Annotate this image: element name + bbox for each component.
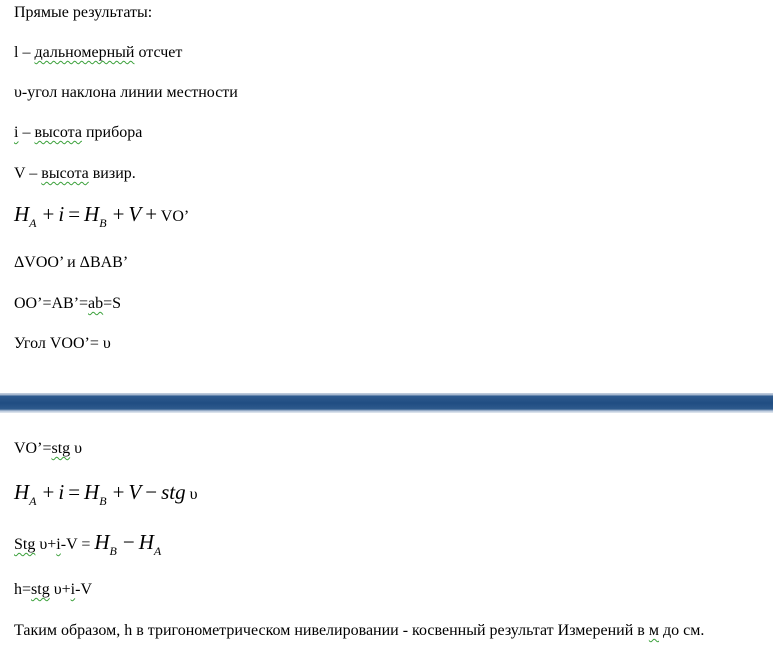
oo-prefix: OO’=AB’= bbox=[14, 295, 89, 312]
h-rest: -V bbox=[75, 581, 92, 598]
conclusion-end: до см. bbox=[658, 622, 705, 639]
line-v-angle: υ-угол наклона линии местности bbox=[14, 84, 238, 101]
eq2-sub-A: A bbox=[29, 494, 37, 508]
eq2-i: i bbox=[58, 480, 65, 504]
eq2-sub-B: B bbox=[99, 494, 107, 508]
V-word: высота bbox=[41, 165, 89, 182]
eq1-H: H bbox=[14, 202, 30, 226]
oo-ab: ab bbox=[88, 295, 104, 312]
eq1-H2: H bbox=[84, 202, 100, 226]
i-rest: прибора bbox=[81, 124, 143, 141]
V-rest: визир. bbox=[88, 165, 136, 182]
line-angle-voo: Угол VOO’= υ bbox=[14, 335, 111, 352]
vo-rest: υ bbox=[70, 440, 83, 457]
oo-rest: =S bbox=[103, 295, 122, 312]
eq3-H: H bbox=[94, 530, 110, 554]
l-rest: отсчет bbox=[134, 44, 183, 61]
stg-line bbox=[14, 536, 90, 553]
l-prefix: l – bbox=[14, 44, 35, 61]
eq1-tail: VO’ bbox=[160, 208, 190, 225]
line-V-sight bbox=[14, 164, 136, 184]
conclusion-m: м bbox=[648, 622, 659, 639]
line-l-rangefinder bbox=[14, 43, 182, 63]
line-i-height bbox=[14, 123, 142, 143]
eq2-H2: H bbox=[84, 480, 100, 504]
eq1-plus-1: + bbox=[42, 202, 55, 226]
stg-i: i bbox=[56, 536, 61, 553]
eq2-equals: = bbox=[68, 480, 81, 504]
equation-1 bbox=[14, 202, 190, 230]
conclusion-text: Таким образом, h в тригонометрическом нивелировании - косвенный результат Измерений в bbox=[14, 622, 645, 639]
line-conclusion bbox=[14, 621, 704, 641]
eq1-plus-3: + bbox=[145, 202, 158, 226]
eq2-tail: υ bbox=[189, 486, 198, 503]
stg-word: Stg bbox=[14, 536, 36, 553]
h-mid: υ+ bbox=[49, 581, 71, 598]
eq3-sub-B: B bbox=[109, 544, 117, 558]
vo-prefix: VO’= bbox=[14, 440, 52, 457]
eq1-V: V bbox=[128, 202, 142, 226]
eq3-H2: H bbox=[138, 530, 154, 554]
h-stg: stg bbox=[31, 581, 50, 598]
heading-direct-results: Прямые результаты: bbox=[14, 4, 153, 21]
h-prefix: h= bbox=[14, 581, 32, 598]
eq2-plus-2: + bbox=[112, 480, 125, 504]
eq2-V: V bbox=[128, 480, 142, 504]
i-word: высота bbox=[34, 124, 82, 141]
eq2-stg: stg bbox=[161, 480, 186, 504]
eq2-minus: − bbox=[145, 480, 158, 504]
V-prefix: V – bbox=[14, 165, 42, 182]
eq1-plus-2: + bbox=[112, 202, 125, 226]
eq2-H: H bbox=[14, 480, 30, 504]
stg-rest: -V = bbox=[60, 536, 91, 553]
eq3-minus: − bbox=[122, 530, 135, 554]
h-i: i bbox=[70, 581, 76, 598]
eq2-plus-1: + bbox=[42, 480, 55, 504]
eq3-sub-A: A bbox=[153, 544, 162, 558]
equation-3 bbox=[14, 530, 163, 558]
line-vo-stg bbox=[14, 439, 82, 459]
eq1-i: i bbox=[58, 202, 65, 226]
stg-mid: υ+ bbox=[35, 536, 57, 553]
page-break-divider bbox=[0, 393, 773, 413]
line-oo-ab bbox=[14, 294, 121, 314]
line-triangles: ΔVOO’ и ΔBAB’ bbox=[14, 254, 129, 271]
i-dash: – bbox=[18, 124, 35, 141]
eq1-sub-A: A bbox=[29, 216, 37, 230]
eq1-equals: = bbox=[68, 202, 81, 226]
equation-2 bbox=[14, 480, 198, 508]
l-word: дальномерный bbox=[34, 44, 135, 61]
vo-stg: stg bbox=[51, 440, 71, 457]
eq1-sub-B: B bbox=[99, 216, 107, 230]
line-h-formula bbox=[14, 580, 92, 600]
i-letter: i bbox=[14, 124, 19, 141]
